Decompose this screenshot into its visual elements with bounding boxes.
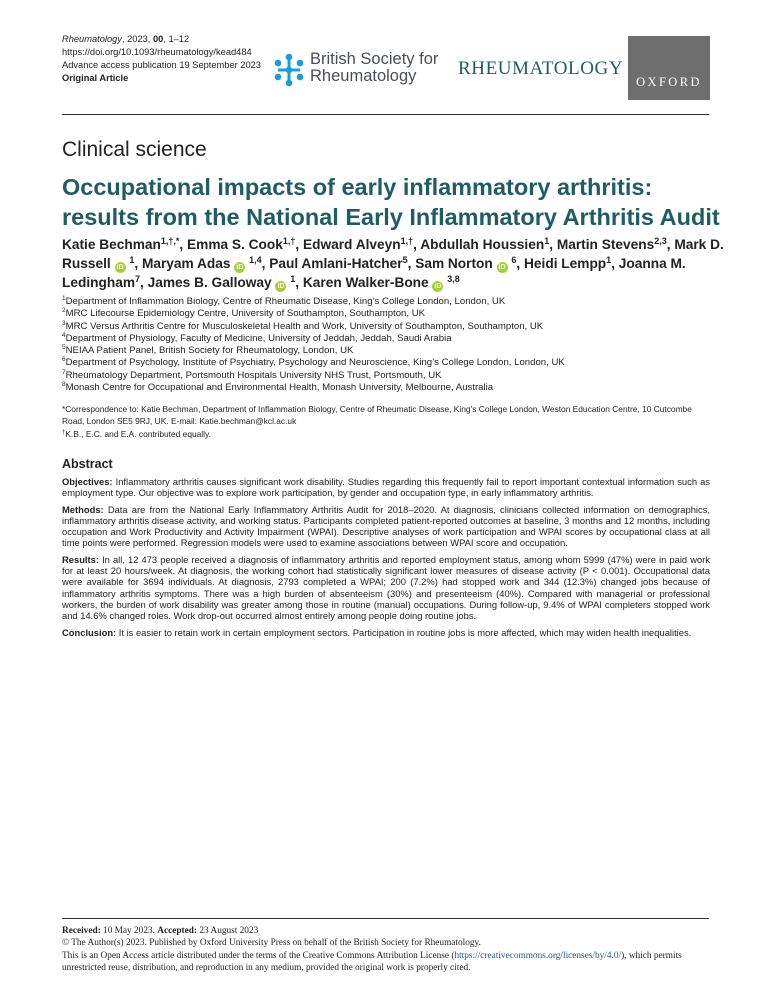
author-affiliation-sup: 1	[606, 255, 612, 265]
article-type: Original Article	[62, 73, 129, 83]
author-name: Sam Norton	[415, 256, 493, 271]
equal-contribution-note: †K.B., E.C. and E.A. contributed equally.	[62, 429, 211, 439]
author-list: Katie Bechman$^{1,\dagger,*}$, Emma S. Cook$^{1,\dagger}$, Edward Alveyn$^{1,\dagger}$, Abdullah Houssien$^1$, Martin Stevens$^{2,3}$, Mark D. Russell iD $^1$, Maryam Adas iD $^{1,4}$, Paul Amlani-Hatcher$^5$, Sam Norton iD $^6$, Heidi Lempp$^1$, Joanna M. Ledingham$^7$, James B. Galloway iD $^1$, Karen Walker-Bone iD $^{3,8}$	[62, 236, 724, 290]
footer-divider	[62, 918, 709, 919]
affiliation: $^3$MRC Versus Arthritis Centre for Musculoskeletal Health and Work, University of Southampton, Southampton, UK	[62, 319, 544, 332]
affiliation: $^8$Monash Centre for Occupational and Environmental Health, Monash University, Melbourne, Australia	[62, 381, 494, 394]
abstract-section: Results: In all, 12 473 people received a diagnosis of inflammatory arthritis and reported employment status, among whom 5999 (47%) were in paid work for at least 20 hours/week. At diagnosis, the working cohort had statistically significant lower measures of disease activity (P < 0.001). Occupational data were available for 3694 individuals. At diagnosis, 2793 completed a WPAI; 200 (7.2%) had stopped work and 344 (12.3%) changed jobs because of inflammatory arthritis symptoms. There was a high burden of absenteeism (30%) and presenteeism (40%). Compared with managerial or professional workers, the burden of work disability was greater among those in routine (manual) occupations. During follow-up, 9.4% of WPAI completers stopped work and 14.6% changed roles. Work drop-out occurred almost entirely among people doing routine jobs.	[62, 553, 710, 622]
orcid-icon[interactable]: iD	[434, 283, 442, 290]
author-affiliation-sup: 2,3	[654, 236, 667, 246]
journal-wordmark: RHEUMATOLOGY	[458, 58, 624, 79]
affiliation: $^5$NEIAA Patient Panel, British Society for Rheumatology, London, UK	[62, 344, 354, 357]
footer	[62, 925, 722, 974]
volume: 00	[152, 34, 164, 44]
author-affiliation-sup: 5	[402, 255, 408, 265]
author-name: Katie Bechman	[62, 237, 161, 252]
author-affiliation-sup: 1	[544, 236, 550, 246]
affiliation: $^7$Rheumatology Department, Portsmouth Hospitals University NHS Trust, Portsmouth, UK	[62, 368, 442, 381]
author-name: Paul Amlani-Hatcher	[269, 256, 403, 271]
author-name: Karen Walker-Bone	[302, 275, 429, 290]
author-name: Maryam Adas	[141, 256, 231, 271]
license: This is an Open Access article distributed under the terms of the Creative Commons Attribution License (https://creativecommons.org/licenses/by/4.0/), which permits unrestricted reuse, distribution, and reproduction in any medium, provided the original work is properly cited.	[62, 950, 682, 973]
author-affiliation-sup: 1,†,*	[160, 236, 180, 246]
author-name: Heidi Lempp	[524, 256, 607, 271]
abstract-section: Methods: Data are from the National Early Inflammatory Arthritis Audit for 2018–2020. At diagnosis, clinicians collected information on demographics, inflammatory arthritis disease activity, and working status. Participants completed patient-reported outcomes at baseline, 3 months and 12 months, including occupation and Work Productivity and Activity Impairment (WPAI). Descriptive analyses of work participation and WPAI scores by occupational class at all time points were performed. Regression models were used to examine associations between WPAI score and occupation.	[62, 503, 710, 549]
affiliation: $^2$MRC Lifecourse Epidemiology Centre, University of Southampton, Southampton, UK	[62, 307, 426, 320]
orcid-icon[interactable]: iD	[116, 264, 124, 271]
orcid-icon[interactable]: iD	[236, 264, 244, 271]
orcid-icon[interactable]: iD	[498, 264, 506, 271]
author-name: Abdullah Houssien	[420, 237, 545, 252]
bsr-logo-icon	[273, 53, 305, 87]
author-affiliation-sup: 1	[129, 255, 135, 265]
author-name: James B. Galloway	[147, 275, 272, 290]
article-title: Occupational impacts of early inflammatory arthritis: results from the National Early Inflammatory Arthritis Audit	[62, 174, 720, 230]
society-name: British Society for Rheumatology	[310, 50, 439, 85]
affiliation: $^1$Department of Inflammation Biology, Centre of Rheumatic Disease, King’s College London, London, UK	[62, 295, 506, 307]
header-divider	[62, 114, 709, 115]
section-label: Clinical science	[62, 138, 207, 161]
author-name: Edward Alveyn	[302, 237, 401, 252]
abstract-heading: Abstract	[62, 457, 113, 471]
affiliation-list	[62, 296, 732, 394]
dates: Received: 10 May 2023. Accepted: 23 August 2023	[62, 926, 259, 936]
abstract-section: Conclusion: It is easier to retain work in certain employment sectors. Participation in routine jobs is more affected, which may widen health inequalities.	[62, 626, 692, 638]
abstract-section: Objectives: Inflammatory arthritis causes significant work disability. Studies regarding this frequently fail to report important contextual information such as employment type. Our objective was to explore work participation, by gender and occupation type, in early inflammatory arthritis.	[62, 476, 710, 499]
author-affiliation-sup: 6	[511, 255, 517, 265]
doi-link[interactable]: https://doi.org/10.1093/rheumatology/kead484	[62, 47, 252, 57]
author-affiliation-sup: 3,8	[447, 274, 460, 284]
affiliation: $^6$Department of Psychology, Institute of Psychiatry, Psychology and Neuroscience, King’s College London, London, UK	[62, 356, 565, 369]
affiliation: $^4$Department of Physiology, Faculty of Medicine, University of Jeddah, Jeddah, Saudi Arabia	[62, 331, 452, 344]
author-affiliation-sup: 1,†	[282, 236, 296, 246]
orcid-icon[interactable]: iD	[277, 283, 285, 290]
author-affiliation-sup: 1	[290, 274, 296, 284]
author-name: Martin Stevens	[556, 237, 655, 252]
author-affiliation-sup: 1,4	[249, 255, 262, 265]
copyright: © The Author(s) 2023. Published by Oxford University Press on behalf of the British Society for Rheumatology.	[62, 938, 481, 949]
author-name: Emma S. Cook	[187, 237, 283, 252]
author-name: Mark D. Russell	[62, 237, 724, 271]
citation-block: Rheumatology, 2023, 00, 1–12 https://doi.org/10.1093/rheumatology/kead484 Advance access publication 19 September 2023 Original Article	[62, 34, 261, 83]
author-name: Joanna M. Ledingham	[62, 256, 686, 290]
author-affiliation-sup: 1,†	[400, 236, 414, 246]
abstract-body	[62, 476, 710, 643]
correspondence: *Correspondence to: Katie Bechman, Department of Inflammation Biology, Centre of Rheumatic Disease, King’s College London, Weston Education Centre, 10 Cutcombe Road, London SE5 9RJ, UK. E-mail: Katie.bechman@kcl.ac.uk	[62, 404, 692, 426]
license-link[interactable]: https://creativecommons.org/licenses/by/4.0/	[454, 950, 622, 961]
journal-italic: Rheumatology	[62, 34, 122, 44]
oxford-logo: OXFORD	[628, 36, 710, 100]
advance-access: Advance access publication 19 September 2023	[62, 60, 261, 70]
author-affiliation-sup: 7	[135, 274, 141, 284]
